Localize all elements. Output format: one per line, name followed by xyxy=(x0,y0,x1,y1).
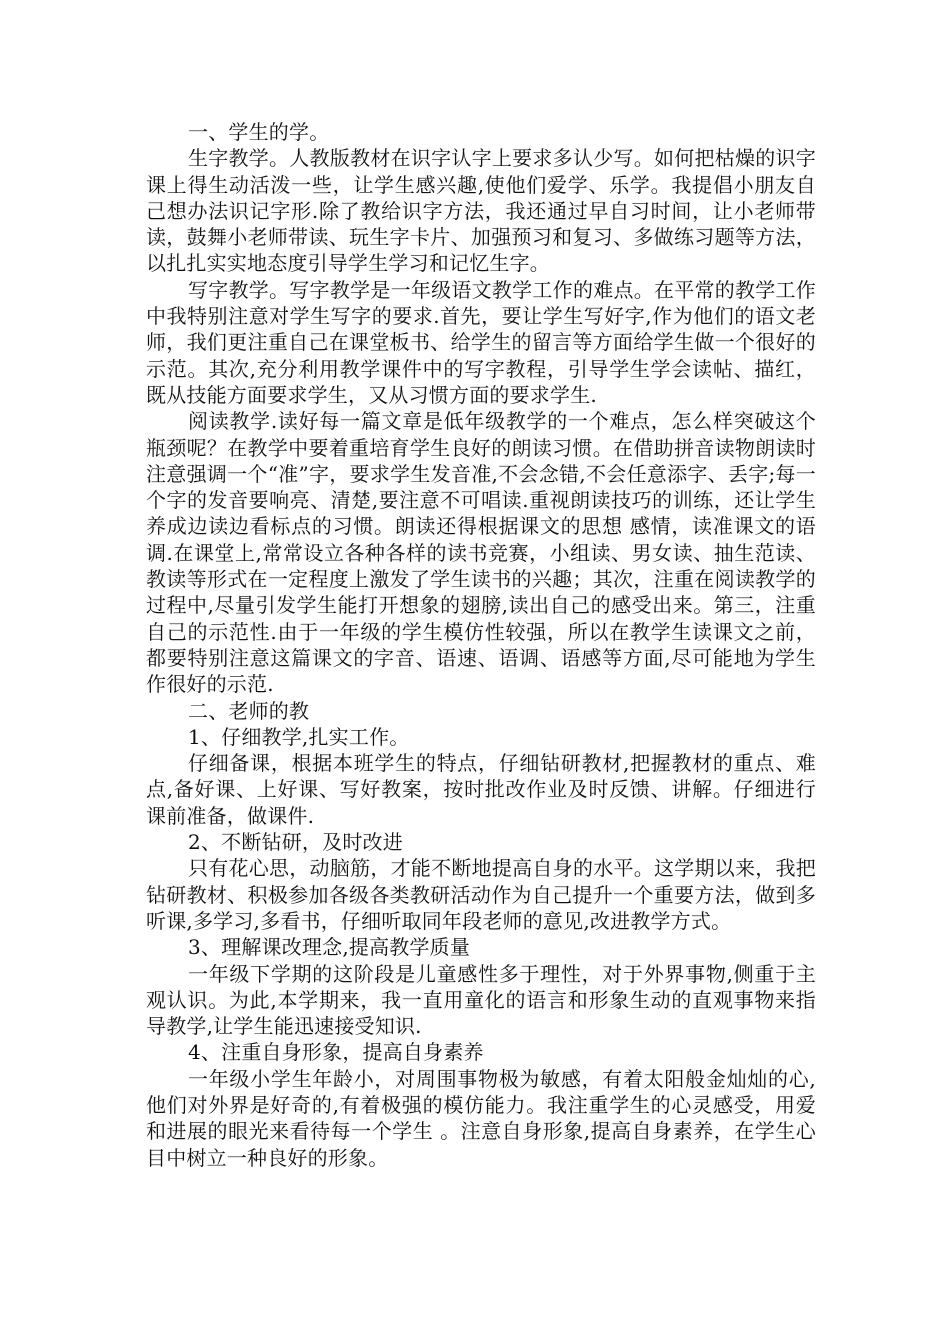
subheading-self-image: 4、注重自身形象，提高自身素养 xyxy=(188,1040,484,1065)
subheading-curriculum-reform: 3、理解课改理念,提高教学质量 xyxy=(188,935,471,960)
section-heading-students-learning: 一、学生的学。 xyxy=(188,120,330,144)
paragraph-intuitive-teaching: 一年级下学期的这阶段是儿童感性多于理性，对于外界事物,侧重于主观认识。为此,本学期来，我一直用童化的语言和形象生动的直观事物来指导教学,让学生能迅速接受知识. xyxy=(146,961,816,1039)
document-body xyxy=(146,119,816,1171)
paragraph-reading-teaching: 阅读教学.读好每一篇文章是低年级教学的一个难点，怎么样突破这个瓶颈呢？在教学中要着重培育学生良好的朗读习惯。在借助拼音读物朗读时注意强调一个“准”字，要求学生发音准,不会念错,不会任意添字、丢字;每一个字的发音要响亮、清楚,要注意不可唱读.重视朗读技巧的训练，还让学生养成边读边看标点的习惯。朗读还得根据课文的思想 感情，读准课文的语调.在课堂上,常常设立各种各样的读书竞赛，小组读、男女读、抽生范读、教读等形式在一定程度上激发了学生读书的兴趣；其次，注重在阅读教学的过程中,尽量引发学生能打开想象的翅膀,读出自己的感受出来。第三，注重自己的示范性.由于一年级的学生模仿性较强，所以在教学生读课文之前，都要特别注意这篇课文的字音、语速、语调、语感等方面,尽可能地为学生作很好的示范. xyxy=(146,409,816,697)
paragraph-lesson-preparation: 仔细备课，根据本班学生的特点，仔细钻研教材,把握教材的重点、难点,备好课、上好课、写好教案，按时批改作业及时反馈、讲解。仔细进行课前准备，做课件. xyxy=(146,751,816,828)
paragraph-role-model: 一年级小学生年龄小，对周围事物极为敏感，有着太阳般金灿灿的心,他们对外界是好奇的,有着极强的模仿能力。我注重学生的心灵感受，用爱和进展的眼光来看待每一个学生 。注意自身形象,提高自身素养，在学生心目中树立一种良好的形象。 xyxy=(146,1066,816,1170)
paragraph-character-teaching: 生字教学。人教版教材在识字认字上要求多认少写。如何把枯燥的识字课上得生动活泼一些，让学生感兴趣,使他们爱学、乐学。我提倡小朋友自己想办法识记字形.除了教给识字方法，我还通过早自习时间，让小老师带读，鼓舞小老师带读、玩生字卡片、加强预习和复习、多做练习题等方法，以扎扎实实地态度引导学生学习和记忆生字。 xyxy=(146,146,816,276)
section-heading-teachers-teaching: 二、老师的教 xyxy=(188,698,310,723)
subheading-continuous-study: 2、不断钻研，及时改进 xyxy=(188,830,403,855)
subheading-careful-teaching: 1、仔细教学,扎实工作。 xyxy=(188,724,410,749)
paragraph-self-improvement: 只有花心思，动脑筋，才能不断地提高自身的水平。这学期以来，我把钻研教材、积极参加各级各类教研活动作为自己提升一个重要方法，做到多听课,多学习,多看书，仔细听取同年段老师的意见,改进教学方式。 xyxy=(146,856,816,933)
paragraph-writing-teaching: 写字教学。写字教学是一年级语文教学工作的难点。在平常的教学工作中我特别注意对学生写字的要求.首先，要让学生写好字,作为他们的语文老师，我们更注重自己在课堂板书、给学生的留言等方面给学生做一个很好的示范。其次,充分利用教学课件中的写字教程，引导学生学会读帖、描红，既从技能方面要求学生，又从习惯方面的要求学生. xyxy=(146,277,816,407)
